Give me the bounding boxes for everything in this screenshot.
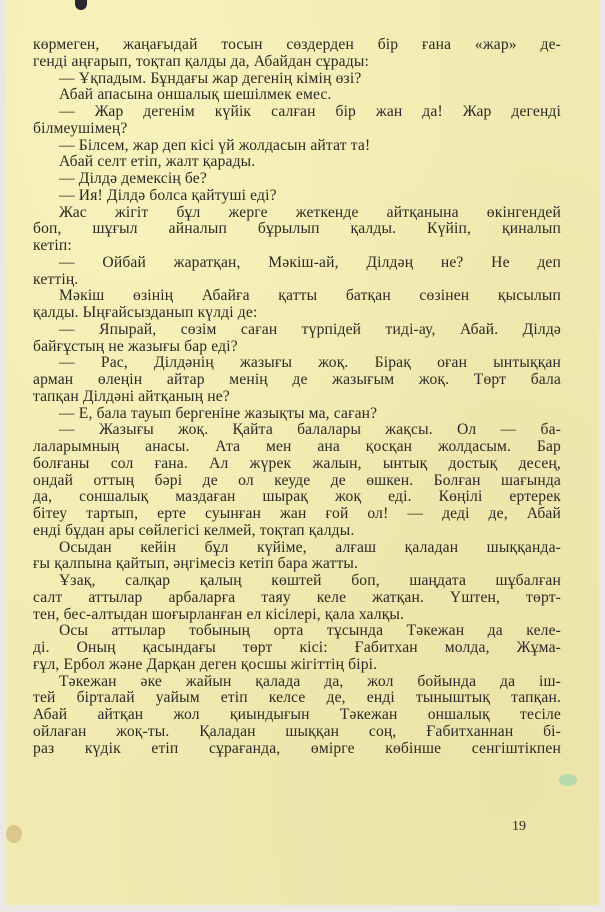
- text-line: Абай селт етіп, жалт қарады.: [59, 153, 256, 171]
- body-text: [33, 37, 561, 757]
- text-line: раз күдік етіп сұрағанда, өмірге көбінше сенгіштікпен: [33, 739, 561, 757]
- text-line: Мәкіш өзінің Абайға қатты батқан сөзінен қысылып: [59, 287, 561, 305]
- text-line: Ұзақ, салқар қалың көштей боп, шаңдата шұбалған: [59, 572, 561, 589]
- binding-mark: [75, 0, 87, 10]
- text-line: да, соншалық маздаған шырақ жоқ еді. Көңілі ертерек: [33, 488, 561, 506]
- text-line: — Рас, Ділдәнің жазығы жоқ. Бірақ оған ынтыққан: [59, 354, 561, 372]
- text-line: — Ия! Ділдә болса қайтуші еді?: [59, 186, 277, 204]
- text-line: — Ділдә демексің бе?: [59, 170, 207, 187]
- text-line: қалды. Ыңғайсызданып күлді де:: [33, 304, 258, 321]
- book-page: [6, 0, 599, 905]
- text-line: Осыдан кейін бұл күйіме, алғаш қаладан шыққанда-: [59, 538, 561, 556]
- text-line: Абай айтқан жол қиындығын Тәкежан оншалық тесіле: [33, 706, 561, 723]
- text-line: тапқан Ділдәні айтқаның не?: [33, 387, 230, 405]
- text-line: ондай оттың бәрі де ол кеуде де өшкен. Болған шағында: [33, 471, 561, 489]
- text-line: білмеушімең?: [33, 119, 128, 137]
- text-line: Жас жігіт бұл жерге жеткенде айтқанына өкінгендей: [59, 203, 561, 221]
- text-line: Осы аттылар тобының орта тұсында Тәкежан да келе-: [59, 622, 561, 640]
- paper-stain: [6, 825, 22, 843]
- text-line: генді аңғарып, тоқтап қалды да, Абайдан сұрады:: [33, 52, 369, 70]
- text-line: болғаны сол ғана. Ал жүрек жалын, ынтық достық десең,: [33, 454, 561, 472]
- text-line: — Е, бала тауып бергеніне жазықты ма, саған?: [59, 404, 378, 422]
- text-line: Тәкежан әке жайын қалада да, жол бойында да іш-: [59, 672, 561, 690]
- text-line: — Жазығы жоқ. Қайта балалары жақсы. Ол — ба-: [59, 421, 561, 439]
- text-line: ғы қалпына қайтып, әңгімесіз кетіп бара жатты.: [33, 555, 359, 573]
- text-line: — Япырай, сөзім саған түрпідей тиді-ау, Абай. Ділдә: [59, 320, 561, 338]
- text-line: кеттің.: [33, 270, 79, 288]
- text-line: лаларымның анасы. Ата мен ана қосқан жолдасым. Бар: [33, 438, 561, 455]
- text-line: салт аттылар арбаларға таяу келе жатқан. Үштен, төрт-: [33, 588, 561, 606]
- text-line: кетіп:: [33, 237, 72, 254]
- text-line: Абай апасына оншалық шешілмек емес.: [59, 86, 332, 104]
- page-number: 19: [512, 819, 526, 834]
- text-line: — Ойбай жаратқан, Мәкіш-ай, Ділдәң не? Не деп: [59, 253, 561, 271]
- text-line: арман өлеңін айтар менің де жазығым жоқ. Төрт бала: [33, 371, 561, 388]
- text-line: бітеу тартып, ерте суынған жан ғой ол! — деді де, Абай: [33, 505, 561, 522]
- text-line: ғұл, Ербол және Дарқан деген қосшы жігіттің бірі.: [33, 655, 378, 673]
- text-line: — Жар дегенім күйік салған бір жан да! Жар дегенді: [59, 103, 561, 120]
- text-line: ойлаған жоқ-ты. Қаладан шыққан соң, Ғабитханнан бі-: [33, 722, 561, 740]
- text-line: тей бірталай уайым етіп келсе де, енді тыныштық тапқан.: [33, 689, 561, 707]
- text-line: көрмеген, жаңағыдай тосын сөздерден бір ғана «жар» де-: [33, 36, 561, 53]
- ink-smudge: [559, 774, 577, 786]
- text-line: — Ұқпадым. Бұндағы жар дегенің кімің өзі?: [59, 69, 362, 87]
- text-line: ді. Оның қасындағы төрт кісі: Ғабитхан молда, Жұма-: [33, 639, 561, 656]
- text-line: боп, шұғыл айналып бұрылып қалды. Күйіп, қиналып: [33, 220, 561, 238]
- text-line: байғұстың не жазығы бар еді?: [33, 337, 238, 355]
- text-line: — Білсем, жар деп кісі үй жолдасын айтат та!: [59, 136, 371, 154]
- text-line: енді бұдан ары сөйлегісі келмей, тоқтап қалды.: [33, 521, 355, 539]
- text-line: тен, бес-алтыдан шоғырланған ел кісілері, қала халқы.: [33, 605, 405, 623]
